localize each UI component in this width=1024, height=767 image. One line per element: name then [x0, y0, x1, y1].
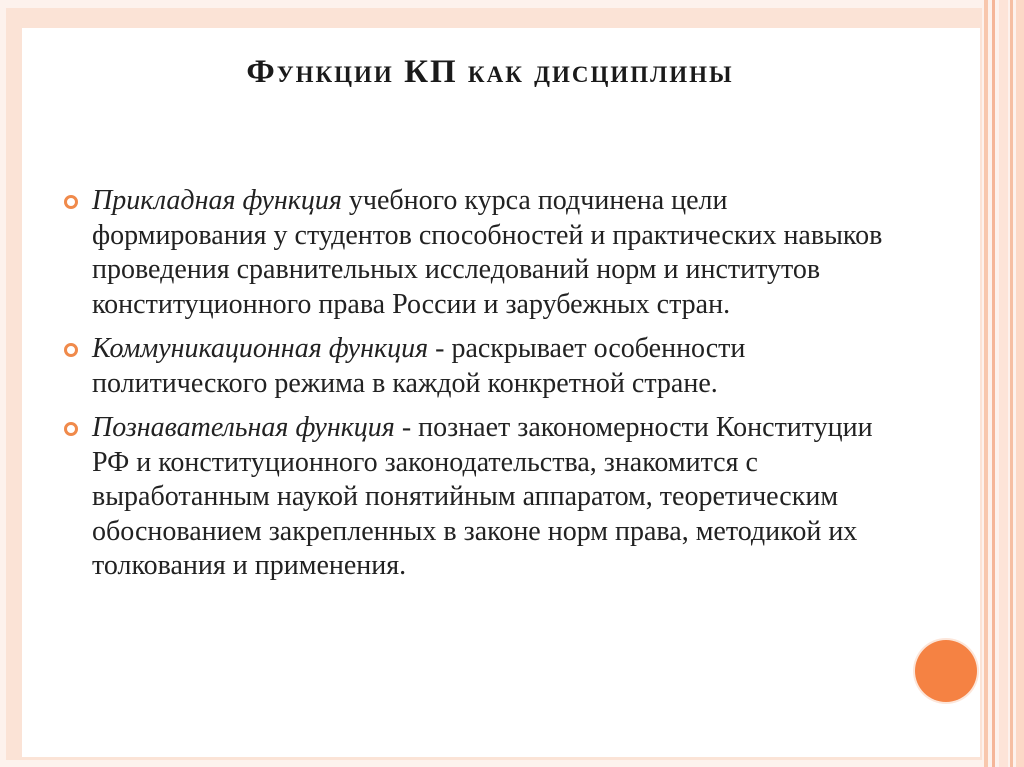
term-separator: -	[428, 333, 452, 364]
bullet-list	[92, 184, 892, 594]
function-description: познает закономерности Конституции РФ и конституционного законодательства, знакомится с выработанным наукой понятийным аппаратом, теоретическим обоснованием закрепленных в законе норм права, методикой их толкования и применения.	[92, 412, 873, 581]
list-item	[92, 332, 892, 401]
list-item	[92, 411, 892, 584]
function-term: Познавательная функция	[92, 412, 395, 443]
bullet-circle-icon	[64, 195, 78, 209]
decorative-stripe	[1010, 0, 1013, 767]
decorative-stripe	[992, 0, 995, 767]
decorative-stripe	[1016, 0, 1024, 767]
function-term: Коммуникационная функция	[92, 333, 429, 364]
decorative-stripe	[984, 0, 988, 767]
term-separator: -	[394, 412, 419, 443]
function-description: раскрывает особенности политического режима в каждой конкретной стране.	[92, 333, 746, 399]
list-item	[92, 184, 892, 322]
bullet-circle-icon	[64, 422, 78, 436]
slide-title: Функции КП как дисциплины	[246, 54, 734, 90]
decorative-circle-icon	[915, 640, 977, 702]
function-term: Прикладная функция	[92, 185, 342, 216]
function-description: учебного курса подчинена цели формирования у студентов способностей и практических навыков проведения сравнительных исследований норм и институтов конституционного права России и зарубежных стран.	[92, 185, 883, 320]
bullet-circle-icon	[64, 343, 78, 357]
decorative-stripe	[999, 0, 1008, 767]
term-separator	[342, 185, 349, 216]
